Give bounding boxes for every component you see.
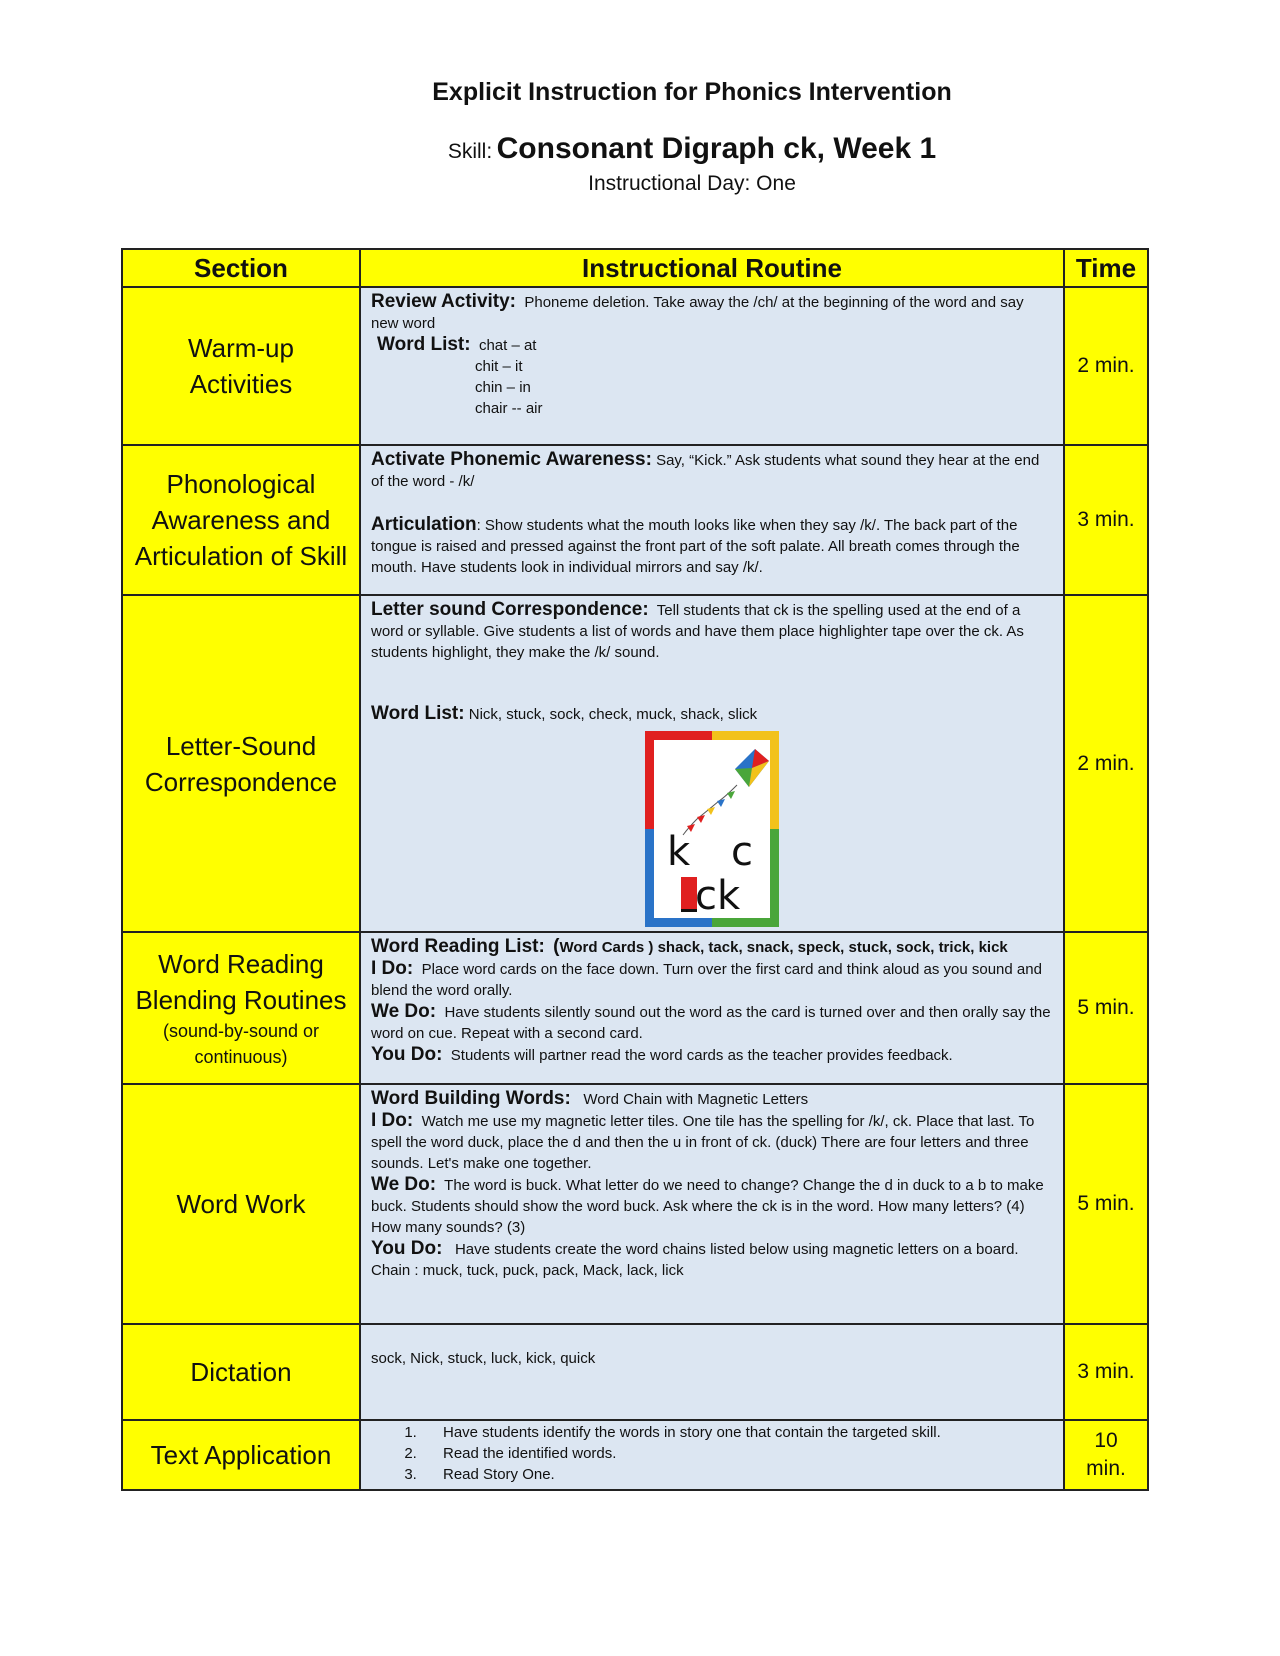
articulation-text: : Show students what the mouth looks like when they say /k/. The back part of the tongue is raised and pressed against the front part of the soft palate. All breath comes through the mouth. Have students look in individual mirrors and say /k/. xyxy=(371,517,1020,576)
section-cell: Word Work xyxy=(122,1084,360,1324)
routine-cell xyxy=(360,287,1064,445)
review-text: Phoneme deletion. Take away the /ch/ at the beginning of the word and say new word xyxy=(371,294,1024,332)
reading-list-label: Word Reading List: xyxy=(371,936,545,957)
header-time: Time xyxy=(1064,249,1148,287)
dictation-text: sock, Nick, stuck, luck, kick, quick xyxy=(371,1350,596,1367)
you-do-text: Have students create the word chains listed below using magnetic letters on a board. xyxy=(454,1241,1019,1258)
time-cell: 2 min. xyxy=(1064,287,1148,445)
section-cell: Warm-up Activities xyxy=(122,287,360,445)
text-application-list xyxy=(371,1422,1053,1485)
routine-cell xyxy=(360,595,1064,932)
review-label: Review Activity: xyxy=(371,291,517,312)
chain-text: Chain : muck, tuck, puck, pack, Mack, lack, lick xyxy=(371,1262,684,1279)
instructional-day: Instructional Day: One xyxy=(588,172,796,195)
section-cell: Dictation xyxy=(122,1324,360,1420)
word-building-label: Word Building Words: xyxy=(371,1088,571,1109)
routine-cell xyxy=(360,445,1064,595)
table-row-phonological xyxy=(122,445,1148,595)
i-do-text: Place word cards on the face down. Turn over the first card and think aloud as you sound and blend the word orally. xyxy=(371,961,1042,999)
time-cell: 3 min. xyxy=(1064,445,1148,595)
section-cell: Text Application xyxy=(122,1420,360,1490)
activate-text: Say, “Kick.” Ask students what sound they hear at the end of the word - /k/ xyxy=(371,452,1040,490)
correspondence-text: Tell students that ck is the spelling used at the end of a word or syllable. Give students a list of words and have them place highlighter tape over the ck. As students highlight, they make the /k/ sound. xyxy=(371,602,1024,661)
i-do-text: Watch me use my magnetic letter tiles. One tile has the spelling for /k/, ck. Place that last. To spell the word duck, place the d and then the u in front of ck. (duck) There are four letters and three sounds. Let's make one together. xyxy=(371,1113,1035,1172)
table-row-letter-sound xyxy=(122,595,1148,932)
activate-label: Activate Phonemic Awareness: xyxy=(371,449,652,470)
table-row-word-reading xyxy=(122,932,1148,1084)
section-cell: Phonological Awareness and Articulation of Skill xyxy=(122,445,360,595)
time-cell: 3 min. xyxy=(1064,1324,1148,1420)
header-section: Section xyxy=(122,249,360,287)
time-cell: 5 min. xyxy=(1064,1084,1148,1324)
skill-value: Consonant Digraph ck, Week 1 xyxy=(496,132,937,165)
section-cell xyxy=(122,932,360,1084)
i-do-label: I Do: xyxy=(371,958,414,979)
header-routine: Instructional Routine xyxy=(360,249,1064,287)
document-title: Explicit Instruction for Phonics Intervention xyxy=(432,78,952,106)
word-list-item: chat – at xyxy=(478,337,537,354)
word-list-item: chin – in xyxy=(475,379,531,396)
reading-list-words: shack, tack, snack, speck, stuck, sock, trick, kick xyxy=(657,939,1008,956)
word-list-text: Nick, stuck, sock, check, muck, shack, slick xyxy=(468,706,758,723)
skill-line xyxy=(52,132,1280,166)
card-letter-k: k xyxy=(667,829,691,875)
routine-cell xyxy=(360,1084,1064,1324)
word-list-label: Word List: xyxy=(371,703,465,724)
header-row xyxy=(122,249,1148,287)
word-list-item: chair -- air xyxy=(475,400,543,417)
word-cards-label: Word Cards ) xyxy=(559,939,654,956)
table-row-text-application xyxy=(122,1420,1148,1490)
we-do-text: Have students silently sound out the word as the card is turned over and then orally say the word on cue. Repeat with a second card. xyxy=(371,1004,1051,1042)
word-list-label: Word List: xyxy=(377,334,471,355)
routine-cell xyxy=(360,1324,1064,1420)
card-letters-ck: ck xyxy=(695,873,741,919)
routine-cell xyxy=(360,1420,1064,1490)
table-row-warmup xyxy=(122,287,1148,445)
table-row-word-work xyxy=(122,1084,1148,1324)
table-row-dictation xyxy=(122,1324,1148,1420)
you-do-label: You Do: xyxy=(371,1238,443,1259)
i-do-label: I Do: xyxy=(371,1110,414,1131)
section-main: Word Reading Blending Routines xyxy=(135,949,347,1015)
you-do-label: You Do: xyxy=(371,1044,443,1065)
routine-cell: Word Reading List: (Word Cards ) shack, tack, snack, speck, stuck, sock, trick, kick I Do: Place word cards on the face down. Turn over the first card and think aloud as you sound and blend the word orally. We Do: Have students silently sound out the word as the card is turned over and then orally say the word on cue. Repeat with a second card. You Do: Students will partner read the word cards as the teacher provides feedback. xyxy=(360,932,1064,1084)
kite-sound-card-image xyxy=(645,731,779,927)
word-list-item: chit – it xyxy=(475,358,523,375)
lesson-table xyxy=(121,248,1149,1491)
we-do-label: We Do: xyxy=(371,1001,437,1022)
we-do-text: The word is buck. What letter do we need to change? Change the d in duck to a b to make buck. Students should show the word buck. Ask where the ck is in the word. How many letters? (4) How many sounds? (3) xyxy=(371,1177,1044,1236)
section-cell: Letter-Sound Correspondence xyxy=(122,595,360,932)
you-do-text: Students will partner read the word cards as the teacher provides feedback. xyxy=(450,1047,953,1064)
skill-label: Skill: xyxy=(447,140,493,163)
we-do-label: We Do: xyxy=(371,1174,437,1195)
word-building-text: Word Chain with Magnetic Letters xyxy=(583,1091,809,1108)
list-item: 2. Read the identified words. xyxy=(421,1443,1053,1464)
card-letter-c: c xyxy=(731,829,753,875)
time-cell: 5 min. xyxy=(1064,932,1148,1084)
time-cell: 10 min. xyxy=(1064,1420,1148,1490)
list-item: 3. Read Story One. xyxy=(421,1464,1053,1485)
time-cell: 2 min. xyxy=(1064,595,1148,932)
list-item: 1. Have students identify the words in story one that contain the targeted skill. xyxy=(421,1422,1053,1443)
section-sub: (sound-by-sound or continuous) xyxy=(162,1021,320,1067)
articulation-label: Articulation xyxy=(371,514,477,535)
correspondence-label: Letter sound Correspondence: xyxy=(371,599,649,620)
